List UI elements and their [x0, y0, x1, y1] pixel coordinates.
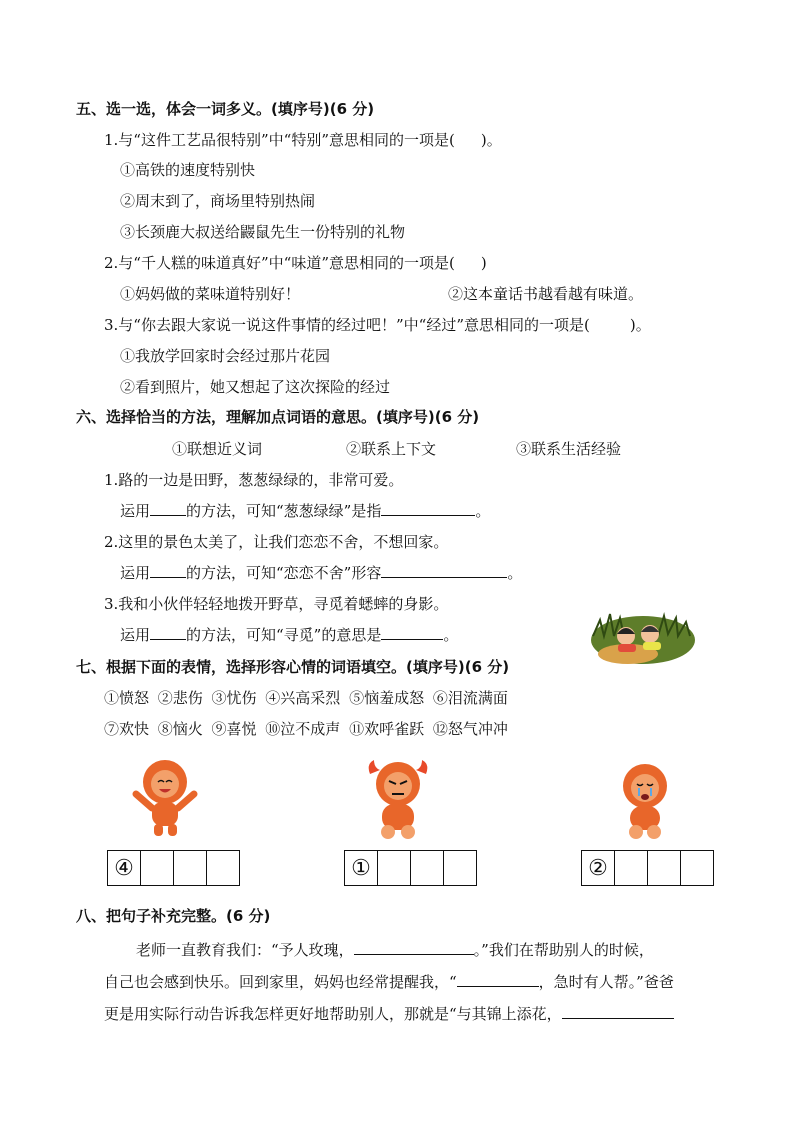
section-6-title: 六、选择恰当的方法，理解加点词语的意思。(填序号)(6 分): [76, 408, 480, 426]
method-blank[interactable]: [150, 501, 186, 516]
answer-boxes-angry: [344, 850, 477, 886]
method-blank[interactable]: [150, 625, 186, 640]
answer-cell: ②: [582, 851, 615, 885]
answer-cell: ④: [108, 851, 141, 885]
answer-blank[interactable]: [457, 972, 539, 987]
method-2: ②联系上下文: [346, 440, 437, 458]
section-8-title: 八、把句子补充完整。(6 分): [76, 907, 271, 925]
answer-cell[interactable]: [141, 851, 174, 885]
fill-line-6-2: 运用 的方法，可知“恋恋不舍”形容 。: [120, 564, 523, 582]
section-5-title: 五、选一选，体会一词多义。(填序号)(6 分): [76, 100, 375, 118]
happy-lion-icon: [130, 756, 200, 840]
option: ③长颈鹿大叔送给鼹鼠先生一份特别的礼物: [120, 223, 406, 241]
meaning-blank[interactable]: [381, 625, 443, 640]
option: ②看到照片，她又想起了这次探险的经过: [120, 378, 391, 396]
question-6-1: 1.路的一边是田野，葱葱绿绿的，非常可爱。: [104, 471, 404, 489]
question-5-1: 1.与“这件工艺品很特别”中“特别”意思相同的一项是( )。: [104, 131, 502, 149]
question-6-3: 3.我和小伙伴轻轻地拨开野草，寻觅着蟋蟀的身影。: [104, 595, 449, 613]
option: ①高铁的速度特别快: [120, 161, 256, 179]
option: ①我放学回家时会经过那片花园: [120, 347, 331, 365]
method-blank[interactable]: [150, 563, 186, 578]
method-1: ①联想近义词: [172, 440, 263, 458]
mood-words-row-1: ①愤怒 ②悲伤 ③忧伤 ④兴高采烈 ⑤恼羞成怒 ⑥泪流满面: [104, 689, 508, 707]
answer-cell[interactable]: [444, 851, 476, 885]
fill-line-6-3: 运用 的方法，可知“寻觅”的意思是 。: [120, 626, 459, 644]
answer-cell[interactable]: [207, 851, 239, 885]
paragraph-line-2: 自己也会感到快乐。回到家里，妈妈也经常提醒我，“ ，急时有人帮。”爸爸: [104, 973, 674, 991]
children-in-grass-illustration: [588, 606, 698, 668]
paragraph-line-1: 老师一直教育我们：“予人玫瑰， 。”我们在帮助别人的时候，: [136, 941, 654, 959]
fill-line-6-1: 运用 的方法，可知“葱葱绿绿”是指 。: [120, 502, 491, 520]
option: ①妈妈做的菜味道特别好！: [120, 285, 301, 303]
option: ②周末到了，商场里特别热闹: [120, 192, 316, 210]
answer-cell[interactable]: [411, 851, 444, 885]
option: ②这本童话书越看越有味道。: [448, 285, 644, 303]
answer-blank[interactable]: [562, 1004, 674, 1019]
answer-cell[interactable]: [378, 851, 411, 885]
section-7-title: 七、根据下面的表情，选择形容心情的词语填空。(填序号)(6 分): [76, 658, 510, 676]
question-6-2: 2.这里的景色太美了，让我们恋恋不舍，不想回家。: [104, 533, 449, 551]
meaning-blank[interactable]: [381, 563, 507, 578]
answer-cell[interactable]: [648, 851, 681, 885]
paragraph-line-3: 更是用实际行动告诉我怎样更好地帮助别人，那就是“与其锦上添花，: [104, 1004, 674, 1024]
question-5-2: 2.与“千人糕的味道真好”中“味道”意思相同的一项是( ): [104, 254, 487, 272]
meaning-blank[interactable]: [381, 501, 475, 516]
answer-blank[interactable]: [354, 940, 474, 955]
angry-lion-icon: [362, 754, 434, 840]
answer-boxes-happy: [107, 850, 240, 886]
answer-cell: ①: [345, 851, 378, 885]
answer-cell[interactable]: [174, 851, 207, 885]
sad-lion-icon: [610, 760, 680, 840]
answer-cell[interactable]: [681, 851, 713, 885]
question-5-3: 3.与“你去跟大家说一说这件事情的经过吧！”中“经过”意思相同的一项是( )。: [104, 316, 651, 334]
mood-words-row-2: ⑦欢快 ⑧恼火 ⑨喜悦 ⑩泣不成声 ⑪欢呼雀跃 ⑫怒气冲冲: [104, 720, 508, 738]
answer-cell[interactable]: [615, 851, 648, 885]
method-3: ③联系生活经验: [516, 440, 622, 458]
answer-boxes-sad: [581, 850, 714, 886]
